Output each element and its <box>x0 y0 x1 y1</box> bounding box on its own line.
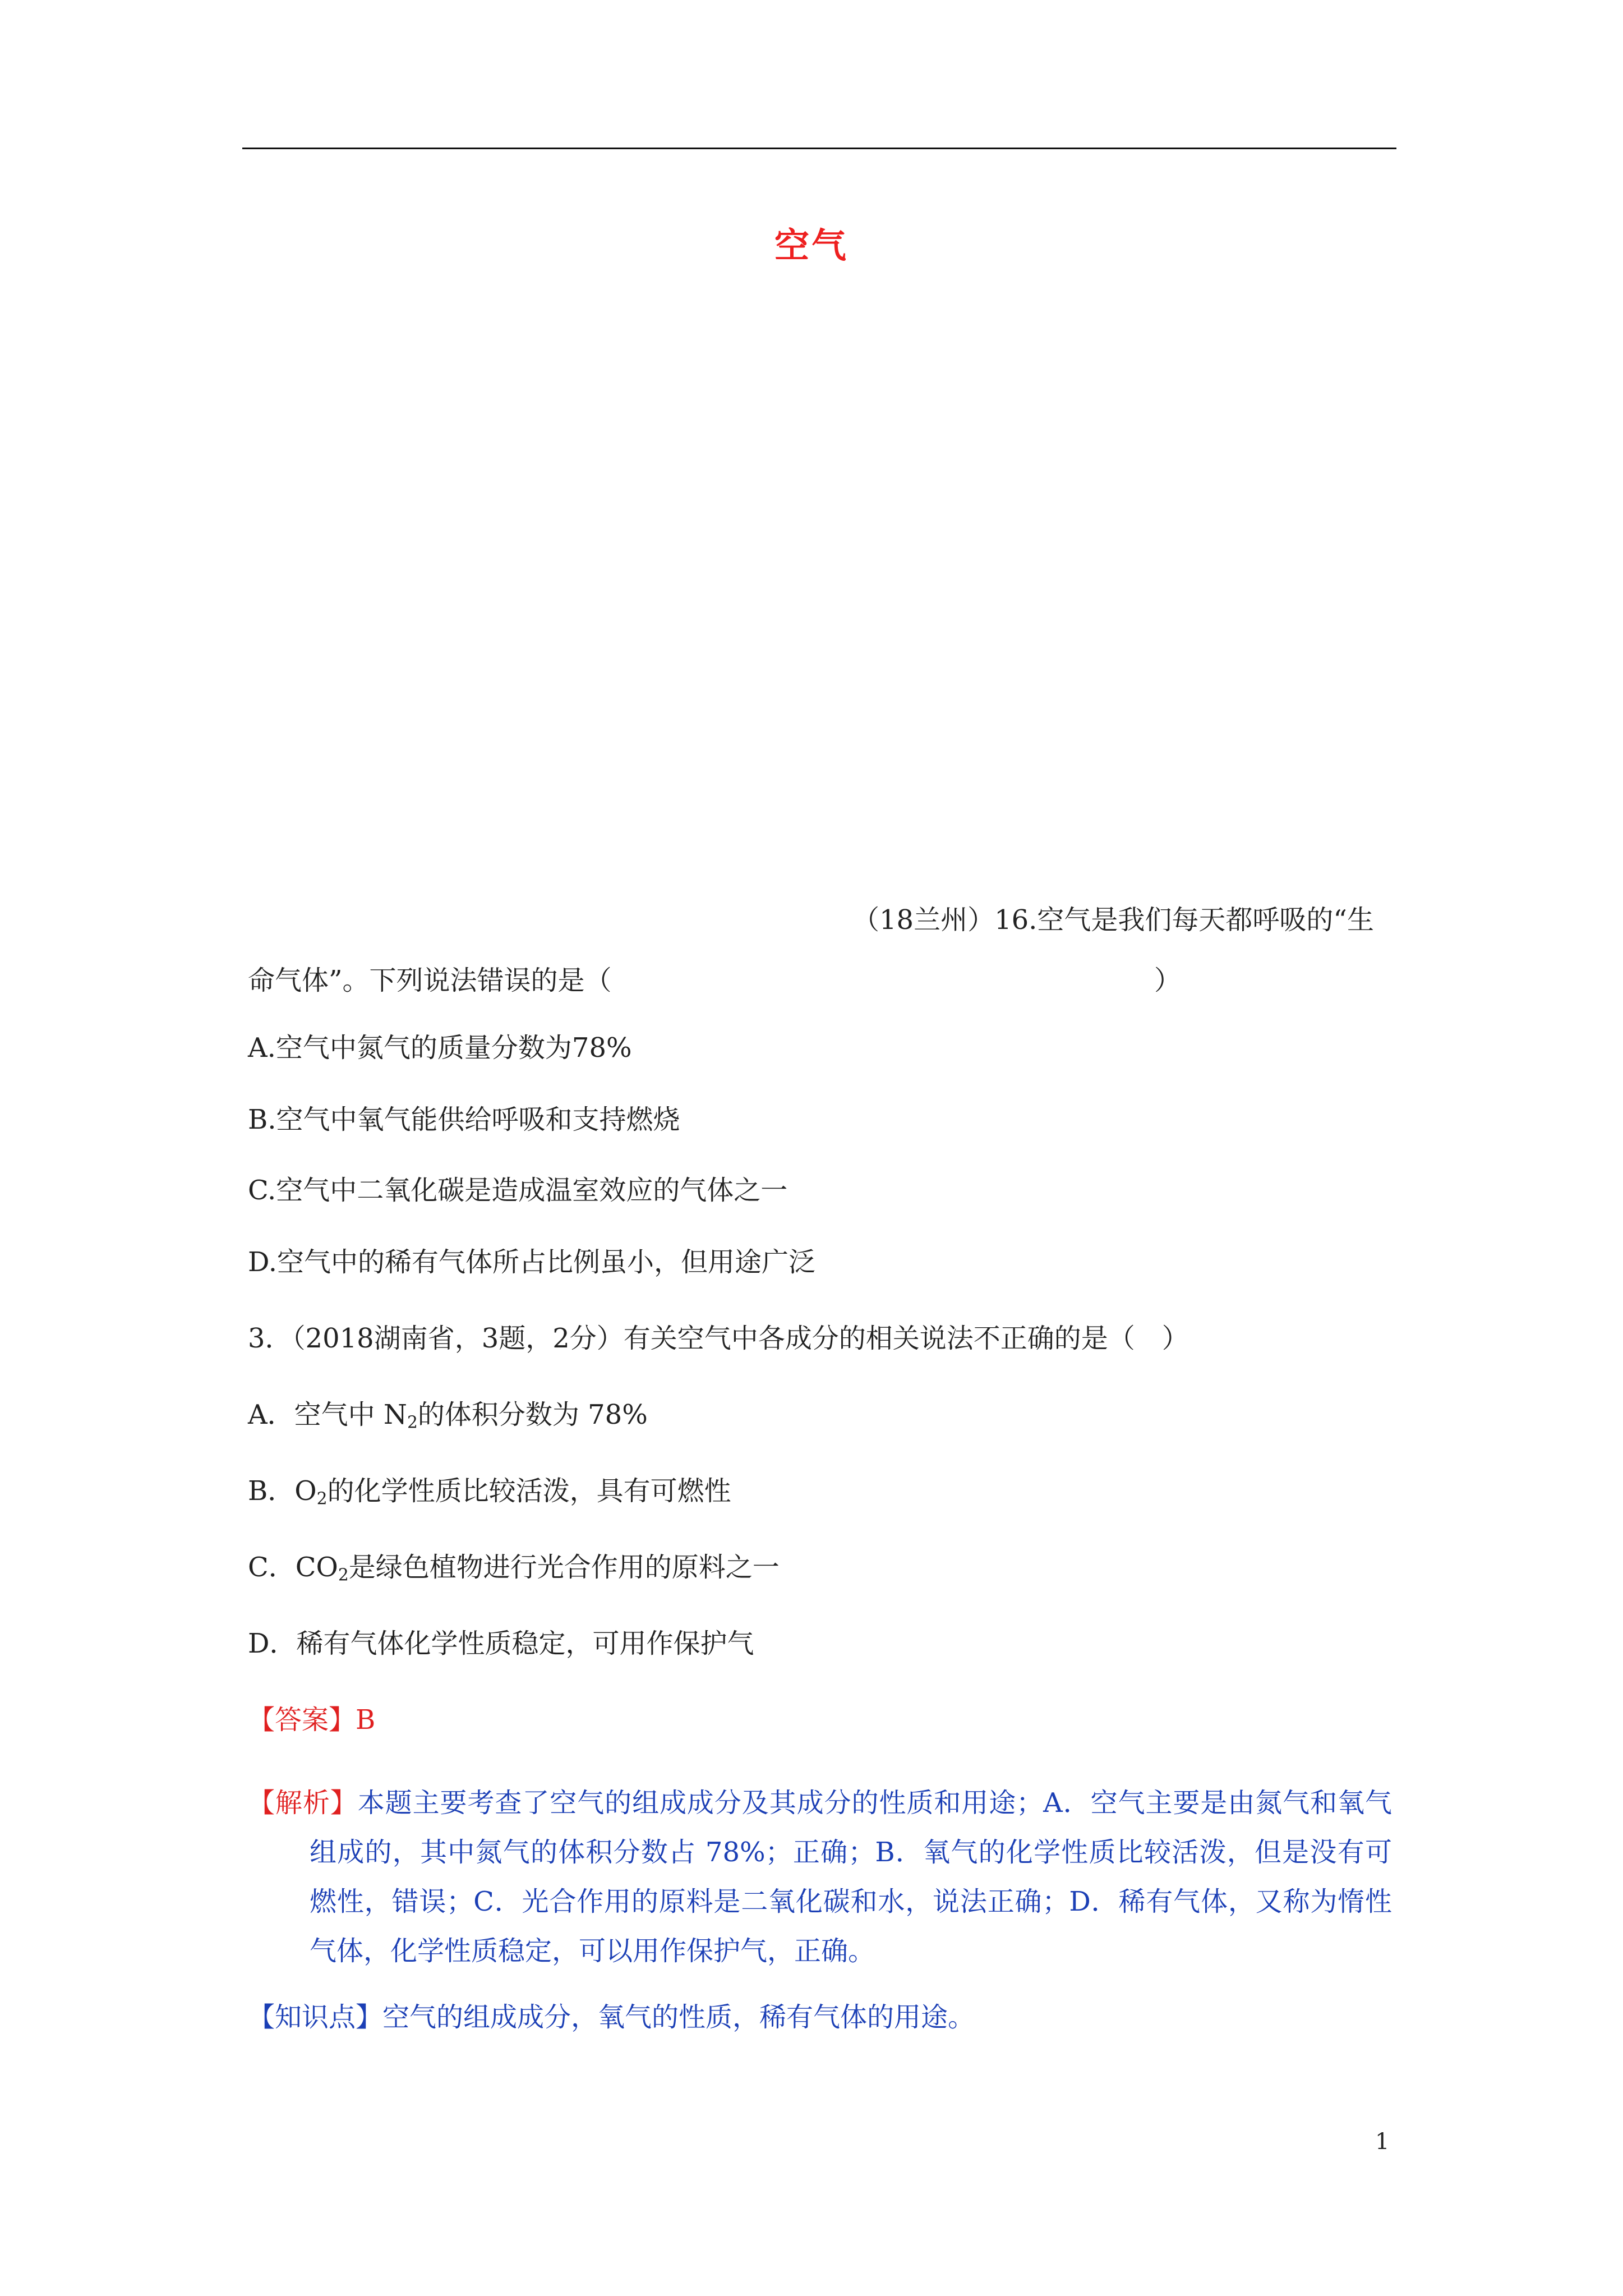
page-title: 空气 <box>774 225 849 266</box>
option-c-subscript: 2 <box>338 1565 349 1585</box>
question-3-option-b <box>248 1474 731 1508</box>
option-a-suffix: 的体积分数为 78% <box>417 1399 648 1430</box>
option-b-prefix: B．O <box>248 1475 317 1507</box>
explanation-text: 本题主要考查了空气的组成成分及其成分的性质和用途；A．空气主要是由氮气和氧气组成的，其中氮气的体积分数占 78%；正确；B．氧气的化学性质比较活泼，但是没有可燃性，错误；C．光合作用的原料是二氧化碳和水，说法正确；D．稀有气体，又称为惰性气体，化学性质稳定，可以用作保护气，正确。 <box>310 1787 1392 1967</box>
question-16-paren-close: ） <box>1154 965 1182 996</box>
knowledge-line <box>248 2000 975 2034</box>
question-3-option-c <box>248 1550 780 1584</box>
explanation-label: 【解析】 <box>248 1787 358 1819</box>
knowledge-label: 【知识点】 <box>248 2001 383 2033</box>
question-16-option-a: A.空气中氮气的质量分数为78% <box>248 1032 632 1064</box>
question-16-option-c: C.空气中二氧化碳是造成温室效应的气体之一 <box>248 1175 788 1206</box>
option-c-suffix: 是绿色植物进行光合作用的原料之一 <box>348 1552 780 1583</box>
answer-label: 【答案】 <box>248 1704 356 1736</box>
question-3-option-a <box>248 1398 648 1432</box>
question-16-option-d: D.空气中的稀有气体所占比例虽小，但用途广泛 <box>248 1246 816 1278</box>
option-b-subscript: 2 <box>316 1489 328 1509</box>
explanation-paragraph <box>248 1778 1392 1976</box>
option-a-subscript: 2 <box>407 1412 418 1433</box>
question-16-continuation: 命气体”。下列说法错误的是（ <box>248 965 612 996</box>
header-rule <box>242 148 1396 149</box>
option-a-prefix: A．空气中 N <box>248 1399 407 1430</box>
question-3-option-d: D．稀有气体化学性质稳定，可用作保护气 <box>248 1628 754 1659</box>
question-16-option-b: B.空气中氧气能供给呼吸和支持燃烧 <box>248 1104 680 1135</box>
knowledge-text: 空气的组成成分，氧气的性质，稀有气体的用途。 <box>382 2001 975 2033</box>
page-number: 1 <box>1375 2129 1390 2155</box>
option-b-suffix: 的化学性质比较活泼，具有可燃性 <box>327 1475 731 1507</box>
answer-value: B <box>356 1704 376 1736</box>
question-3-stem: 3．（2018湖南省，3题，2分）有关空气中各成分的相关说法不正确的是（ ） <box>248 1323 1189 1354</box>
option-c-prefix: C．CO <box>248 1552 338 1583</box>
answer-line <box>248 1703 375 1737</box>
question-16-head: （18兰州）16.空气是我们每天都呼吸的“生 <box>852 904 1374 936</box>
